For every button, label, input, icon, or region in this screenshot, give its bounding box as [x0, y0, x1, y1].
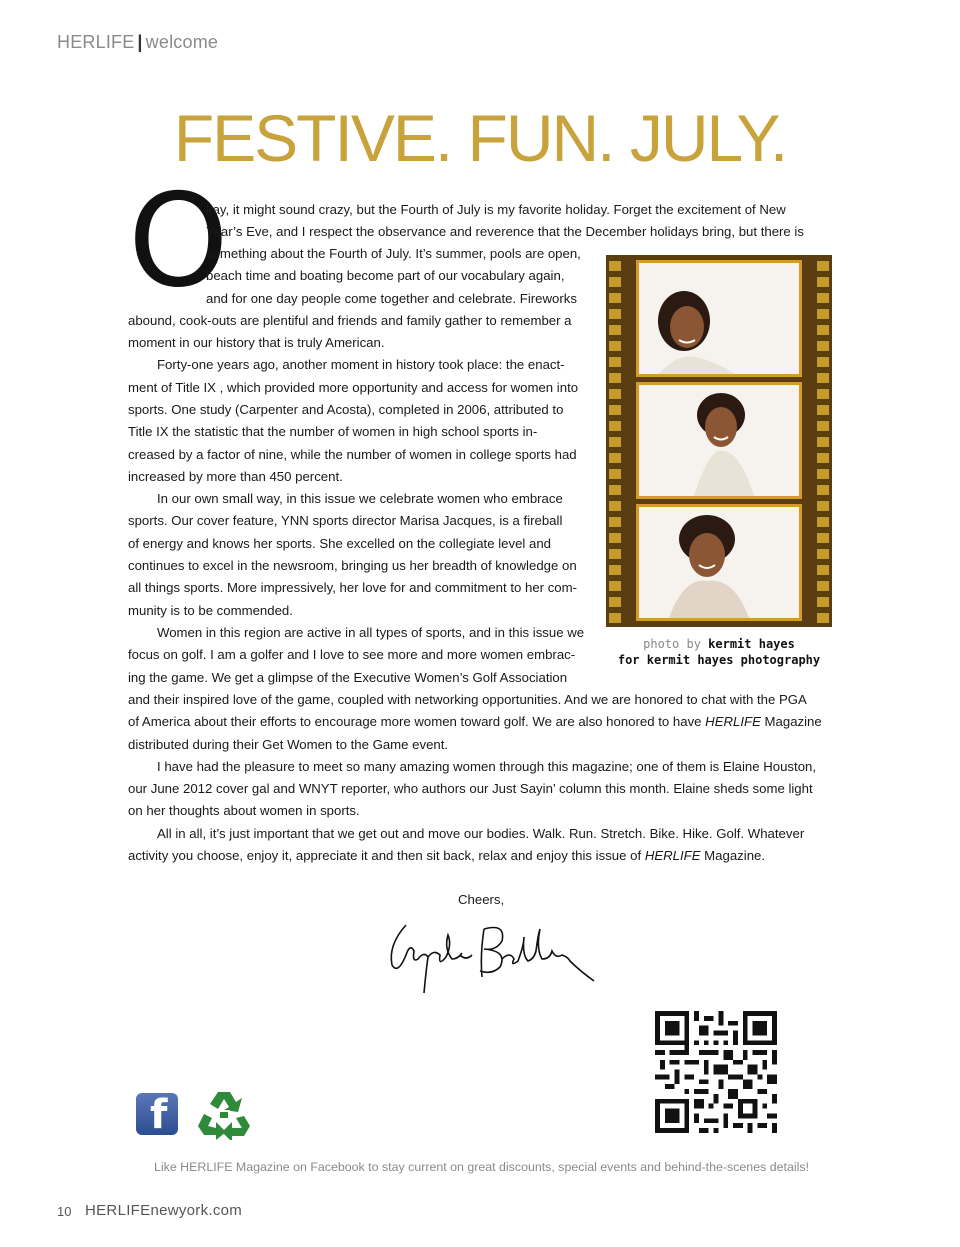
body-line: all things sports. More impressively, her love for and commitment to her com-: [128, 580, 578, 595]
body-line: our June 2012 cover gal and WNYT reporter, who authors our Just Sayin’ column this month. Elaine sheds some light: [128, 781, 813, 796]
body-line: focus on golf. I am a golfer and I love to see more and more women embrac-: [128, 647, 576, 662]
body-line: Year’s Eve, and I respect the observance and reverence that the December holidays bring, but there is: [206, 224, 804, 239]
photo-credit-line2: for kermit hayes photography: [617, 653, 821, 667]
body-line: of energy and knows her sports. She excelled on the collegiate level and: [128, 536, 551, 551]
header-brand: HERLIFE: [57, 32, 135, 52]
page-title: FESTIVE. FUN. JULY.: [173, 101, 787, 175]
body-line: munity is to be commended.: [128, 603, 293, 618]
body-line: Forty-one years ago, another moment in history took place: the enact-: [157, 357, 565, 372]
body-line: increased by more than 450 percent.: [128, 469, 343, 484]
page-number: 10: [57, 1204, 72, 1219]
page-header: HERLIFE | welcome: [57, 32, 219, 52]
qr-code[interactable]: [655, 1011, 777, 1133]
body-line: In our own small way, in this issue we celebrate women who embrace: [157, 491, 563, 506]
photo-frame-2: [636, 382, 802, 499]
recycle-icon: [196, 1088, 252, 1140]
body-line: kay, it might sound crazy, but the Fourth of July is my favorite holiday. Forget the excitement of New: [206, 202, 786, 217]
body-line: ment of Title IX , which provided more opportunity and access for women into: [128, 380, 579, 395]
body-line: sports. Our cover feature, YNN sports director Marisa Jacques, is a fireball: [128, 513, 563, 528]
body-line: something about the Fourth of July. It’s summer, pools are open,: [206, 246, 581, 261]
body-line: distributed during their Get Women to the Game event.: [128, 737, 449, 752]
photo-frame-1: [636, 260, 802, 377]
body-line: continues to excel in the newsroom, bringing us her breadth of knowledge on: [128, 558, 577, 573]
closing-text: Cheers,: [458, 892, 505, 907]
body-line: of America about their efforts to encourage more women toward golf. We are also honored to have HERLIFE Magazine: [128, 714, 822, 729]
body-line: creased by a factor of nine, while the number of women in college sports had: [128, 447, 577, 462]
facebook-icon[interactable]: f: [136, 1093, 178, 1135]
body-line: All in all, it’s just important that we get out and move our bodies. Walk. Run. Stretch. Bike. Hike. Golf. Whatever: [157, 826, 805, 841]
body-line: I have had the pleasure to meet so many amazing women through this magazine; one of them is Elaine Houston,: [157, 759, 817, 774]
body-line: moment in our history that is truly American.: [128, 335, 385, 350]
photo-credit-name: kermit hayes: [708, 637, 795, 651]
facebook-note: Like HERLIFE Magazine on Facebook to stay current on great discounts, special events and behind-the-scenes details!: [153, 1160, 809, 1174]
body-line: abound, cook-outs are plentiful and friends and family gather to remember a: [128, 313, 572, 328]
body-line: ing the game. We get a glimpse of the Executive Women’s Golf Association: [128, 670, 568, 685]
website-link[interactable]: HERLIFEnewyork.com: [85, 1202, 243, 1219]
body-line: Title IX the statistic that the number of women in high school sports in-: [128, 424, 538, 439]
body-line: Women in this region are active in all types of sports, and in this issue we: [157, 625, 585, 640]
photo-frame-3: [636, 504, 802, 621]
body-line: sports. One study (Carpenter and Acosta), completed in 2006, attributed to: [128, 402, 564, 417]
signature: [384, 915, 598, 995]
body-line: and for one day people come together and celebrate. Fireworks: [206, 291, 577, 306]
photo-credit-prefix: photo by: [643, 637, 701, 651]
body-line: beach time and boating become part of our vocabulary again,: [206, 268, 565, 283]
header-section: welcome: [145, 32, 219, 52]
body-line: activity you choose, enjoy it, appreciate it and then sit back, relax and enjoy this issue of HERLIFE Magazine.: [128, 848, 766, 863]
body-line: and their inspired love of the game, coupled with networking opportunities. And we are honored to chat with the PGA: [128, 692, 807, 707]
photo-credit-line1: [606, 637, 832, 651]
body-line: on her thoughts about women in sports.: [128, 803, 360, 818]
photo-strip: [606, 255, 832, 627]
drop-cap: O: [128, 167, 229, 316]
